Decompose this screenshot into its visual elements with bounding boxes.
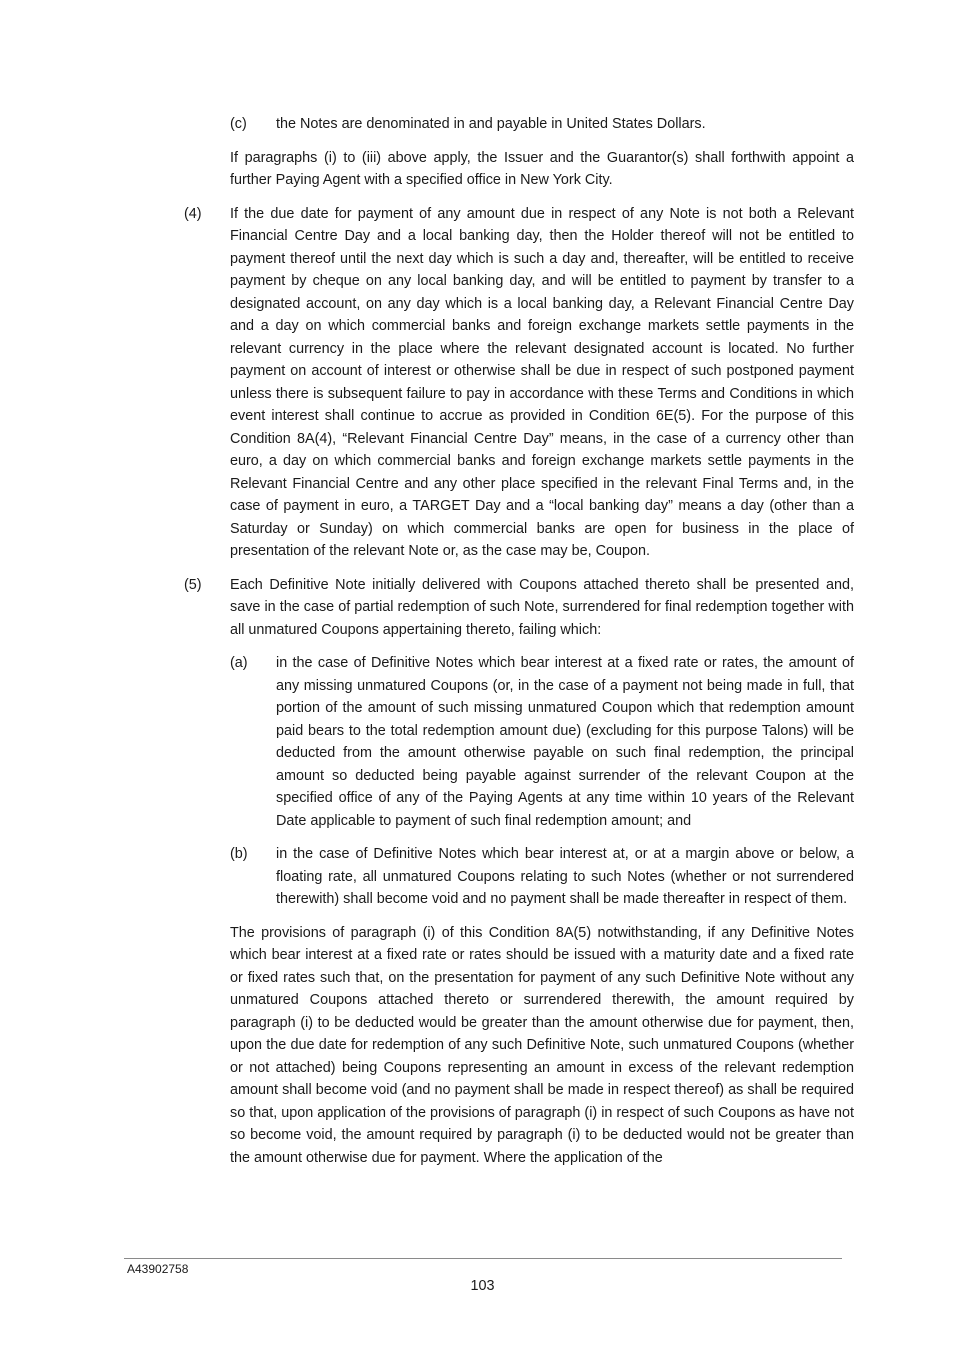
item-number-a: (a): [230, 655, 248, 671]
item-number-5: (5): [184, 576, 202, 593]
list-item-a: [0, 652, 965, 832]
item-number-b: (b): [230, 846, 248, 862]
item-text-b: in the case of Definitive Notes which bear interest at, or at a margin above or below, a floating rate, all unmatured Coupons relating to such Notes (whether or not surrendered therewith) shall become void and no payment shall be made thereafter in respect of them.: [276, 846, 854, 907]
provisions-paragraph: [0, 922, 965, 1170]
item-text-c: the Notes are denominated in and payable in United States Dollars.: [276, 116, 706, 132]
document-body: [0, 113, 965, 1169]
list-item-c: [0, 113, 965, 136]
footer-divider: [124, 1258, 842, 1259]
item-number-c: (c): [230, 116, 247, 132]
paying-agent-paragraph: [0, 147, 965, 192]
list-item-4: [0, 203, 965, 563]
item-number-4: (4): [184, 205, 202, 222]
list-item-b: [0, 843, 965, 911]
item-text-4: If the due date for payment of any amount due in respect of any Note is not both a Relevant Financial Centre Day and a local banking day, then the Holder thereof will not be entitled to payment thereof until the next day which is such a day and, thereafter, will be entitled to receive payment by cheque on any local banking day, and will be entitled to payment by transfer to a designated account, on any day which is a local banking day, a Relevant Financial Centre Day and a day on which commercial banks and foreign exchange markets settle payments in the relevant currency in the place where the relevant designated account is located. No further payment on account of interest or otherwise shall be due in respect of such postponed payment unless there is subsequent failure to pay in accordance with these Terms and Conditions in which event interest shall continue to accrue as provided in Condition 6E(5). For the purpose of this Condition 8A(4), “Relevant Financial Centre Day” means, in the case of a currency other than euro, a day on which commercial banks and foreign exchange markets settle payments in the Relevant Financial Centre and any other place specified in the relevant Final Terms and, in the case of payment in euro, a TARGET Day and a “local banking day” means a day (other than a Saturday or Sunday) on which commercial banks are open for business in the place of presentation of the relevant Note or, as the case may be, Coupon.: [230, 205, 854, 559]
document-reference: A43902758: [127, 1262, 189, 1276]
list-item-5: [0, 574, 965, 642]
item-text-5: Each Definitive Note initially delivered with Coupons attached thereto shall be presented and, save in the case of partial redemption of such Note, surrendered for final redemption together with all unmatured Coupons appertaining thereto, failing which:: [230, 576, 854, 638]
provisions-text: The provisions of paragraph (i) of this Condition 8A(5) notwithstanding, if any Definitive Notes which bear interest at a fixed rate or rates should be issued with a maturity date and a fixed rate or fixed rates such that, on the presentation for payment of any such Definitive Note without any unmatured Coupons attached thereto or surrendered therewith, the amount required by paragraph (i) to be deducted would be greater than the amount otherwise due for payment, then, upon the due date for redemption of any such Definitive Note, such unmatured Coupons (whether or not attached) being Coupons representing an amount in excess of the relevant redemption amount shall become void (and no payment shall be made in respect thereof) as shall be required so that, upon application of the provisions of paragraph (i) in respect of such Coupons as have not so become void, the amount required by paragraph (i) to be deducted would not be greater than the amount otherwise due for payment. Where the application of the: [230, 924, 854, 1166]
page-number: 103: [470, 1278, 495, 1294]
item-text-a: in the case of Definitive Notes which bear interest at a fixed rate or rates, the amount of any missing unmatured Coupons (or, in the case of a payment not being made in full, that portion of the amount of such missing unmatured Coupon which that redemption amount paid bears to the total redemption amount due) (excluding for this purpose Talons) will be deducted from the amount otherwise payable on such final redemption, the principal amount so deducted being payable against surrender of the relevant Coupon at the specified office of any of the Paying Agents at any time within 10 years of the Relevant Date applicable to payment of such final redemption amount; and: [276, 655, 854, 829]
paying-agent-text: If paragraphs (i) to (iii) above apply, the Issuer and the Guarantor(s) shall forthwith appoint a further Paying Agent with a specified office in New York City.: [230, 149, 854, 188]
